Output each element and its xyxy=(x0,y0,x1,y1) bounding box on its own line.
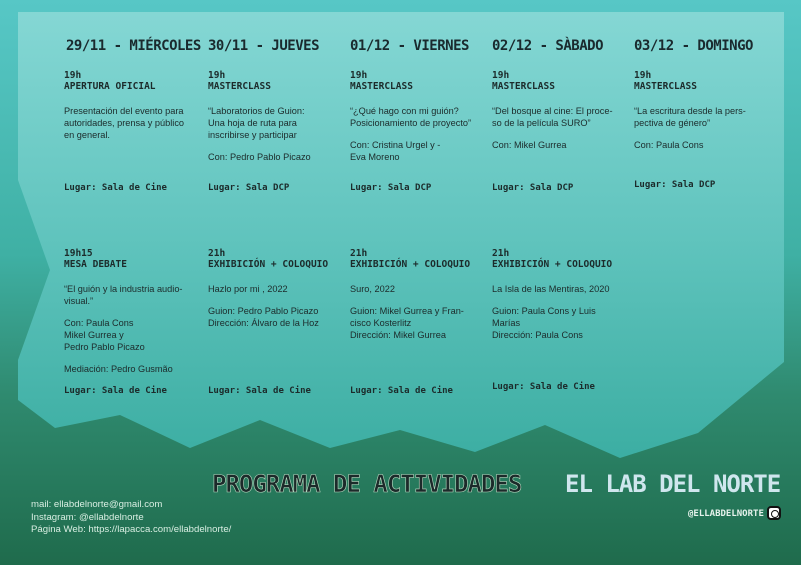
event-time: 19h xyxy=(350,70,368,81)
description-line: Presentación del evento para xyxy=(64,106,184,116)
event-description xyxy=(492,105,627,129)
event-description xyxy=(634,105,769,129)
day-header-3: 01/12 - VIERNES xyxy=(350,38,469,54)
event-time: 19h15 xyxy=(64,248,93,259)
description-line: Posicionamiento de proyecto” xyxy=(350,118,472,128)
event-credit: Guion: Pedro Pablo Picazo xyxy=(208,306,319,316)
event-8 xyxy=(350,248,485,341)
event-credit: Eva Moreno xyxy=(350,152,400,162)
event-credit: Dirección: Paula Cons xyxy=(492,330,583,340)
event-venue: Lugar: Sala DCP xyxy=(208,183,290,193)
event-6 xyxy=(64,248,199,375)
event-credit: Con: Paula Cons xyxy=(634,140,704,150)
event-description xyxy=(64,283,199,307)
event-description xyxy=(350,283,485,295)
description-line: “¿Qué hago con mi guión? xyxy=(350,106,459,116)
event-9 xyxy=(492,248,627,341)
event-title: MASTERCLASS xyxy=(492,81,555,92)
event-venue: Lugar: Sala de Cine xyxy=(64,386,167,396)
event-time: 19h xyxy=(64,70,82,81)
event-2 xyxy=(208,70,343,163)
event-title: MASTERCLASS xyxy=(208,81,271,92)
event-time: 21h xyxy=(492,248,510,259)
event-title: MASTERCLASS xyxy=(350,81,413,92)
event-time: 19h xyxy=(634,70,652,81)
event-credit: Mikel Gurrea y xyxy=(64,330,124,340)
event-7 xyxy=(208,248,343,329)
event-title: EXHIBICIÓN + COLOQUIO xyxy=(350,259,471,270)
event-credit: Dirección: Álvaro de la Hoz xyxy=(208,318,319,328)
event-title: MESA DEBATE xyxy=(64,259,127,270)
event-time: 19h xyxy=(492,70,510,81)
event-venue: Lugar: Sala de Cine xyxy=(492,382,595,392)
event-time: 19h xyxy=(208,70,226,81)
day-header-5: 03/12 - DOMINGO xyxy=(634,38,753,54)
event-credit: Dirección: Mikel Gurrea xyxy=(350,330,446,340)
event-credit: Con: Mikel Gurrea xyxy=(492,140,567,150)
event-description xyxy=(350,105,485,129)
event-credit: Pedro Pablo Picazo xyxy=(64,342,145,352)
description-line: Hazlo por mi , 2022 xyxy=(208,284,288,294)
event-venue: Lugar: Sala DCP xyxy=(350,183,432,193)
event-description xyxy=(208,105,343,141)
description-line: autoridades, prensa y público xyxy=(64,118,185,128)
event-mediation: Mediación: Pedro Gusmão xyxy=(64,364,173,374)
event-1 xyxy=(64,70,199,141)
description-line: “Del bosque al cine: El proce- xyxy=(492,106,613,116)
description-line: inscribirse y participar xyxy=(208,130,297,140)
event-credit: cisco Kosterlitz xyxy=(350,318,412,328)
description-line: pectiva de género” xyxy=(634,118,711,128)
contact-mail[interactable]: mail: ellabdelnorte@gmail.com xyxy=(31,499,163,510)
event-venue: Lugar: Sala de Cine xyxy=(64,183,167,193)
description-line: “La escritura desde la pers- xyxy=(634,106,746,116)
description-line: “Laboratorios de Guion: xyxy=(208,106,305,116)
description-line: so de la película SURO” xyxy=(492,118,591,128)
description-line: La Isla de las Mentiras, 2020 xyxy=(492,284,610,294)
event-4 xyxy=(492,70,627,151)
event-credit: Con: Pedro Pablo Picazo xyxy=(208,152,311,162)
event-credit: Con: Paula Cons xyxy=(64,318,134,328)
contact-web[interactable]: Página Web: https://lapacca.com/ellabdelnorte/ xyxy=(31,524,232,535)
day-header-2: 30/11 - JUEVES xyxy=(208,38,320,54)
program-title: PROGRAMA DE ACTIVIDADES xyxy=(212,470,522,498)
event-description xyxy=(208,283,343,295)
event-venue: Lugar: Sala de Cine xyxy=(208,386,311,396)
brand-title: EL LAB DEL NORTE xyxy=(565,470,781,498)
description-line: visual.” xyxy=(64,296,94,306)
event-time: 21h xyxy=(208,248,226,259)
event-venue: Lugar: Sala DCP xyxy=(634,180,716,190)
social-handle[interactable]: @ELLABDELNORTE xyxy=(688,509,764,519)
event-credit: Guion: Paula Cons y Luis xyxy=(492,306,596,316)
event-time: 21h xyxy=(350,248,368,259)
event-title: EXHIBICIÓN + COLOQUIO xyxy=(208,259,329,270)
contact-instagram[interactable]: Instagram: @ellabdelnorte xyxy=(31,512,144,523)
event-3 xyxy=(350,70,485,163)
event-venue: Lugar: Sala de Cine xyxy=(350,386,453,396)
event-credit: Con: Cristina Urgel y - xyxy=(350,140,441,150)
event-venue: Lugar: Sala DCP xyxy=(492,183,574,193)
event-credit: Guion: Mikel Gurrea y Fran- xyxy=(350,306,464,316)
description-line: Una hoja de ruta para xyxy=(208,118,297,128)
event-description xyxy=(492,283,627,295)
description-line: “El guión y la industria audio- xyxy=(64,284,183,294)
event-title: EXHIBICIÓN + COLOQUIO xyxy=(492,259,613,270)
event-description xyxy=(64,105,199,141)
instagram-icon[interactable] xyxy=(767,506,781,520)
description-line: Suro, 2022 xyxy=(350,284,395,294)
event-title: APERTURA OFICIAL xyxy=(64,81,156,92)
event-5 xyxy=(634,70,769,151)
event-credit: Marías xyxy=(492,318,521,328)
description-line: en general. xyxy=(64,130,110,140)
event-title: MASTERCLASS xyxy=(634,81,697,92)
day-header-4: 02/12 - SÀBADO xyxy=(492,38,604,54)
day-header-1: 29/11 - MIÉRCOLES xyxy=(66,38,201,54)
